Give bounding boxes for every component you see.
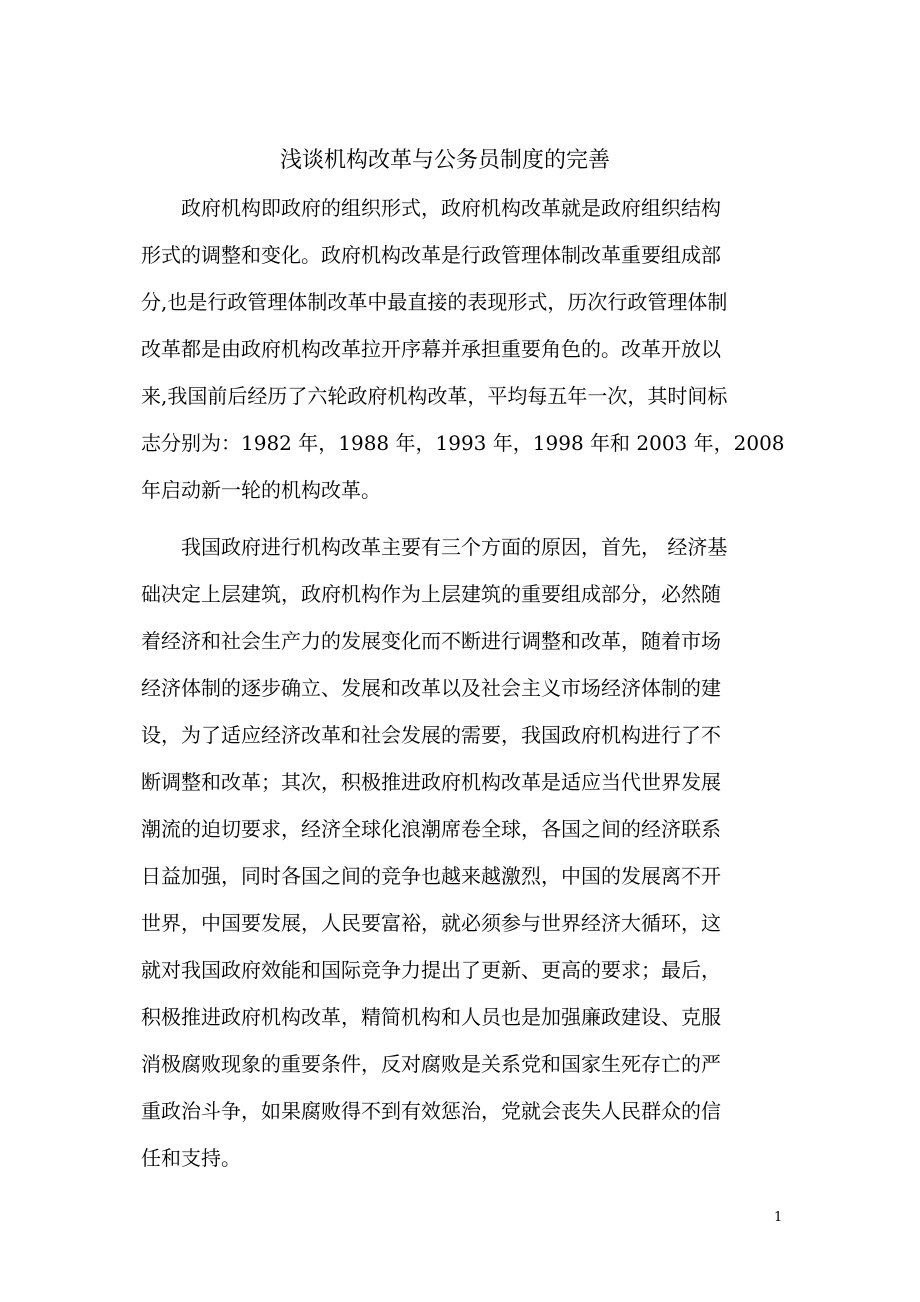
paragraph-2-line-5: 设，为了适应经济改革和社会发展的需要，我国政府机构进行了不 <box>141 723 721 747</box>
paragraph-1-line-5: 来,我国前后经历了六轮政府机构改革，平均每五年一次，其时间标 <box>141 384 728 408</box>
paragraph-2-line-14: 任和支持。 <box>141 1146 241 1170</box>
paragraph-1-line-7: 年启动新一轮的机构改革。 <box>141 478 381 502</box>
paragraph-1-line-1: 政府机构即政府的组织形式，政府机构改革就是政府组织结构 <box>181 196 721 220</box>
paragraph-2-line-6: 断调整和改革；其次，积极推进政府机构改革是适应当代世界发展 <box>141 770 721 794</box>
paragraph-2-line-11: 积极推进政府机构改革，精简机构和人员也是加强廉政建设、克服 <box>141 1005 721 1029</box>
paragraph-2-line-1: 我国政府进行机构改革主要有三个方面的原因，首先， 经济基 <box>181 535 728 559</box>
paragraph-2-line-13: 重政治斗争，如果腐败得不到有效惩治，党就会丧失人民群众的信 <box>141 1099 721 1123</box>
paragraph-2-line-8: 日益加强，同时各国之间的竞争也越来越激烈，中国的发展离不开 <box>141 864 721 888</box>
paragraph-1-line-6: 志分别为：1982 年，1988 年，1993 年，1998 年和 2003 年，2008 <box>141 431 785 455</box>
paragraph-2-line-2: 础决定上层建筑，政府机构作为上层建筑的重要组成部分，必然随 <box>141 582 721 606</box>
page-number: 1 <box>774 1210 783 1225</box>
paragraph-2-line-10: 就对我国政府效能和国际竞争力提出了更新、更高的要求；最后， <box>141 958 721 982</box>
paragraph-1-line-4: 改革都是由政府机构改革拉开序幕并承担重要角色的。改革开放以 <box>141 337 721 361</box>
paragraph-1-line-2: 形式的调整和变化。政府机构改革是行政管理体制改革重要组成部 <box>141 243 721 267</box>
paragraph-2-line-7: 潮流的迫切要求，经济全球化浪潮席卷全球，各国之间的经济联系 <box>141 817 721 841</box>
paragraph-1-line-3: 分,也是行政管理体制改革中最直接的表现形式，历次行政管理体制 <box>141 290 728 314</box>
page-title: 浅谈机构改革与公务员制度的完善 <box>279 148 610 173</box>
paragraph-2-line-12: 消极腐败现象的重要条件，反对腐败是关系党和国家生死存亡的严 <box>141 1052 721 1076</box>
paragraph-2-line-3: 着经济和社会生产力的发展变化而不断进行调整和改革，随着市场 <box>141 629 721 653</box>
paragraph-2-line-9: 世界，中国要发展，人民要富裕，就必须参与世界经济大循环，这 <box>141 911 721 935</box>
paragraph-2-line-4: 经济体制的逐步确立、发展和改革以及社会主义市场经济体制的建 <box>141 676 721 700</box>
